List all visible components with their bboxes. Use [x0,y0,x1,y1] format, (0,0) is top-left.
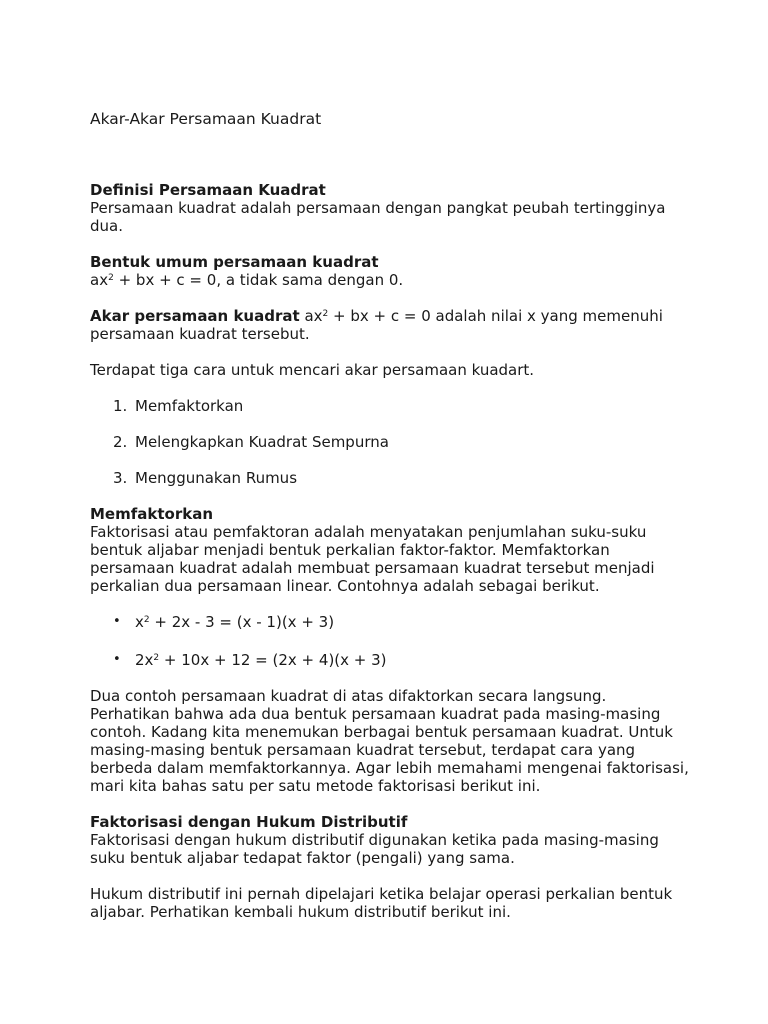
methods-list [90,397,690,487]
list-item: • $x^2 + 2x - 3 = (x - 1)(x + 3)$ [113,613,335,631]
distributive-text: Faktorisasi dengan hukum distributif digunakan ketika pada masing-masing suku bentuk aljabar tedapat faktor (pengali) yang sama. [90,831,659,867]
definition-text: Persamaan kuadrat adalah persamaan dengan pangkat peubah tertingginya dua. [90,199,666,235]
distributive-section [90,813,690,867]
general-form-section [90,253,690,289]
list-item: 2. Melengkapkan Kuadrat Sempurna [113,433,389,451]
methods-intro: Terdapat tiga cara untuk mencari akar persamaan kuadart. [90,361,535,379]
distributive-heading: Faktorisasi dengan Hukum Distributif [90,813,408,831]
document-title: Akar-Akar Persamaan Kuadrat [90,110,322,128]
list-item: 3. Menggunakan Rumus [113,469,298,487]
examples-list [90,613,690,669]
definition-heading: Definisi Persamaan Kuadrat [90,181,326,199]
factoring-text: Faktorisasi atau pemfaktoran adalah menyatakan penjumlahan suku-suku bentuk aljabar menjadi bentuk perkalian faktor-faktor. Memfaktorkan persamaan kuadrat adalah membuat persamaan kuadrat tersebut menjadi perkalian dua persamaan linear. Contohnya adalah sebagai berikut. [90,523,655,595]
examples-note: Dua contoh persamaan kuadrat di atas difaktorkan secara langsung. Perhatikan bahwa ada dua bentuk persamaan kuadrat pada masing-masing contoh. Kadang kita menemukan berbagai bentuk persamaan kuadrat. Untuk masing-masing bentuk persamaan kuadrat tersebut, terdapat cara yang berbeda dalam memfaktorkannya. Agar lebih memahami mengenai faktorisasi, mari kita bahas satu per satu metode faktorisasi berikut ini. [90,687,689,795]
bullet-icon: • [113,614,121,629]
list-item: 1. Memfaktorkan [113,397,244,415]
definition-section [90,181,690,235]
document-body [90,110,690,921]
bullet-icon: • [113,652,121,667]
roots-heading: Akar persamaan kuadrat [90,307,300,325]
general-form-heading: Bentuk umum persamaan kuadrat [90,253,379,271]
factoring-section [90,505,690,595]
factoring-heading: Memfaktorkan [90,505,214,523]
general-form-expression: $ax^2$ + bx + c = 0, a tidak sama dengan 0. [90,271,404,289]
list-item: • $2x^2 + 10x + 12 = (2x + 4)(x + 3)$ [113,651,387,669]
roots-paragraph: Akar persamaan kuadrat $ax^2$ + bx + c = 0 adalah nilai x yang memenuhi persamaan kuadrat tersebut. [90,307,663,343]
distributive-note: Hukum distributif ini pernah dipelajari ketika belajar operasi perkalian bentuk aljabar. Perhatikan kembali hukum distributif berikut ini. [90,885,673,921]
